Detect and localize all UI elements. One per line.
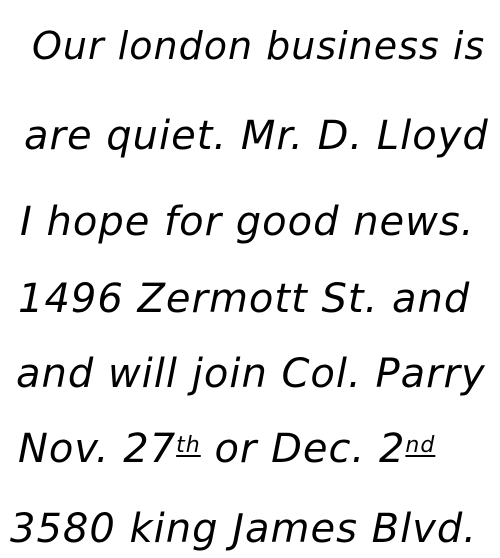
note-line-6-suffix2: nd: [405, 433, 436, 458]
note-line-2-text: are quiet. Mr. D. Lloyd: [24, 113, 489, 159]
note-line-6-month1: Nov.: [18, 426, 110, 472]
note-line-3-text: I hope for good news.: [20, 199, 475, 245]
note-line-6-day2: 2: [378, 426, 406, 472]
note-line-5-text: and will join Col. Parry: [16, 351, 486, 397]
note-line-1-text: Our london business is: [32, 24, 486, 68]
note-line-6-text: [18, 425, 435, 480]
note-line-7-text: 3580 king James Blvd.: [10, 506, 478, 552]
note-line-6-day1: 27: [123, 426, 177, 472]
note-line-6-connector: or: [214, 426, 258, 472]
note-line-6-month2: Dec.: [271, 426, 366, 472]
note-line-6-suffix1: th: [176, 433, 201, 458]
note-line-4-text: 1496 Zermott St. and: [18, 276, 471, 322]
